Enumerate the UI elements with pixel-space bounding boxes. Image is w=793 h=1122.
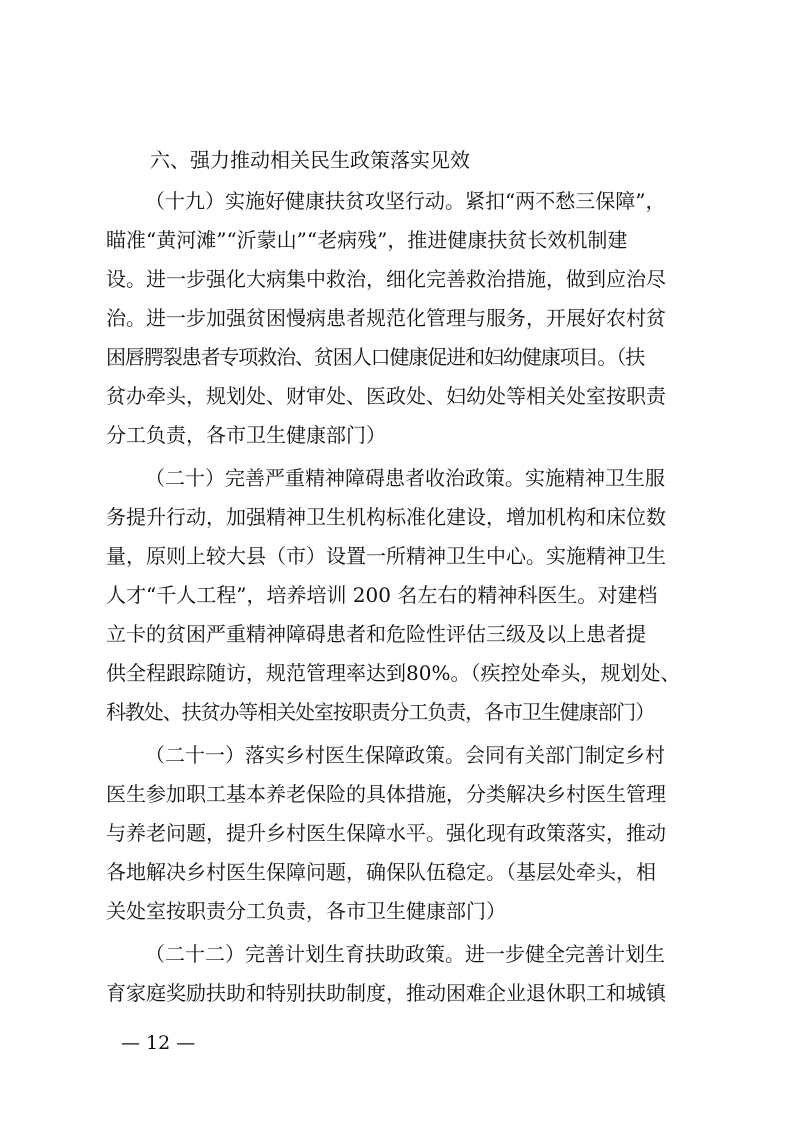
- paragraph-line: 瞄准“黄河滩”“沂蒙山”“老病残”，推进健康扶贫长效机制建: [106, 228, 628, 252]
- page-number: — 12 —: [121, 1032, 196, 1054]
- paragraph-line: （二十二）完善计划生育扶助政策。进一步健全完善计划生: [145, 942, 665, 966]
- paragraph-line: 量，原则上较大县（市）设置一所精神卫生中心。实施精神卫生: [106, 544, 666, 568]
- paragraph-line: 分工负责，各市卫生健康部门）: [106, 423, 386, 447]
- paragraph-line: 科教处、扶贫办等相关处室按职责分工负责，各市卫生健康部门）: [106, 700, 655, 724]
- paragraph-line: 贫办牵头，规划处、财审处、医政处、妇幼处等相关处室按职责: [106, 384, 666, 408]
- paragraph-line: 育家庭奖励扶助和特别扶助制度，推动困难企业退休职工和城镇: [106, 981, 666, 1005]
- paragraph-line: 各地解决乡村医生保障问题，确保队伍稳定。（基层处牵头，相: [106, 860, 656, 884]
- paragraph-line: 困唇腭裂患者专项救治、贫困人口健康促进和妇幼健康项目。（扶: [106, 345, 645, 369]
- paragraph-line: 务提升行动，加强精神卫生机构标准化建设，增加机构和床位数: [106, 505, 666, 529]
- paragraph-line: 立卡的贫困严重精神障碍患者和危险性评估三级及以上患者提: [106, 622, 646, 646]
- paragraph-line: （二十一）落实乡村医生保障政策。会同有关部门制定乡村: [145, 743, 665, 767]
- paragraph-line: 关处室按职责分工负责，各市卫生健康部门）: [106, 899, 506, 923]
- section-heading: 六、强力推动相关民生政策落实见效: [150, 148, 470, 172]
- paragraph-line: 医生参加职工基本养老保险的具体措施，分类解决乡村医生管理: [106, 782, 666, 806]
- paragraph-line: 设。进一步强化大病集中救治，细化完善救治措施，做到应治尽: [106, 267, 666, 291]
- paragraph-line: （二十）完善严重精神障碍患者收治政策。实施精神卫生服: [145, 466, 665, 490]
- paragraph-line: （十九）实施好健康扶贫攻坚行动。紧扣“两不愁三保障”，: [145, 189, 666, 213]
- paragraph-line: 与养老问题，提升乡村医生保障水平。强化现有政策落实，推动: [106, 821, 666, 845]
- paragraph-line: 人才“千人工程”，培养培训 200 名左右的精神科医生。对建档: [106, 583, 658, 607]
- paragraph-line: 供全程跟踪随访，规范管理率达到80%。（疾控处牵头，规划处、: [106, 661, 681, 685]
- paragraph-line: 治。进一步加强贫困慢病患者规范化管理与服务，开展好农村贫: [106, 306, 666, 330]
